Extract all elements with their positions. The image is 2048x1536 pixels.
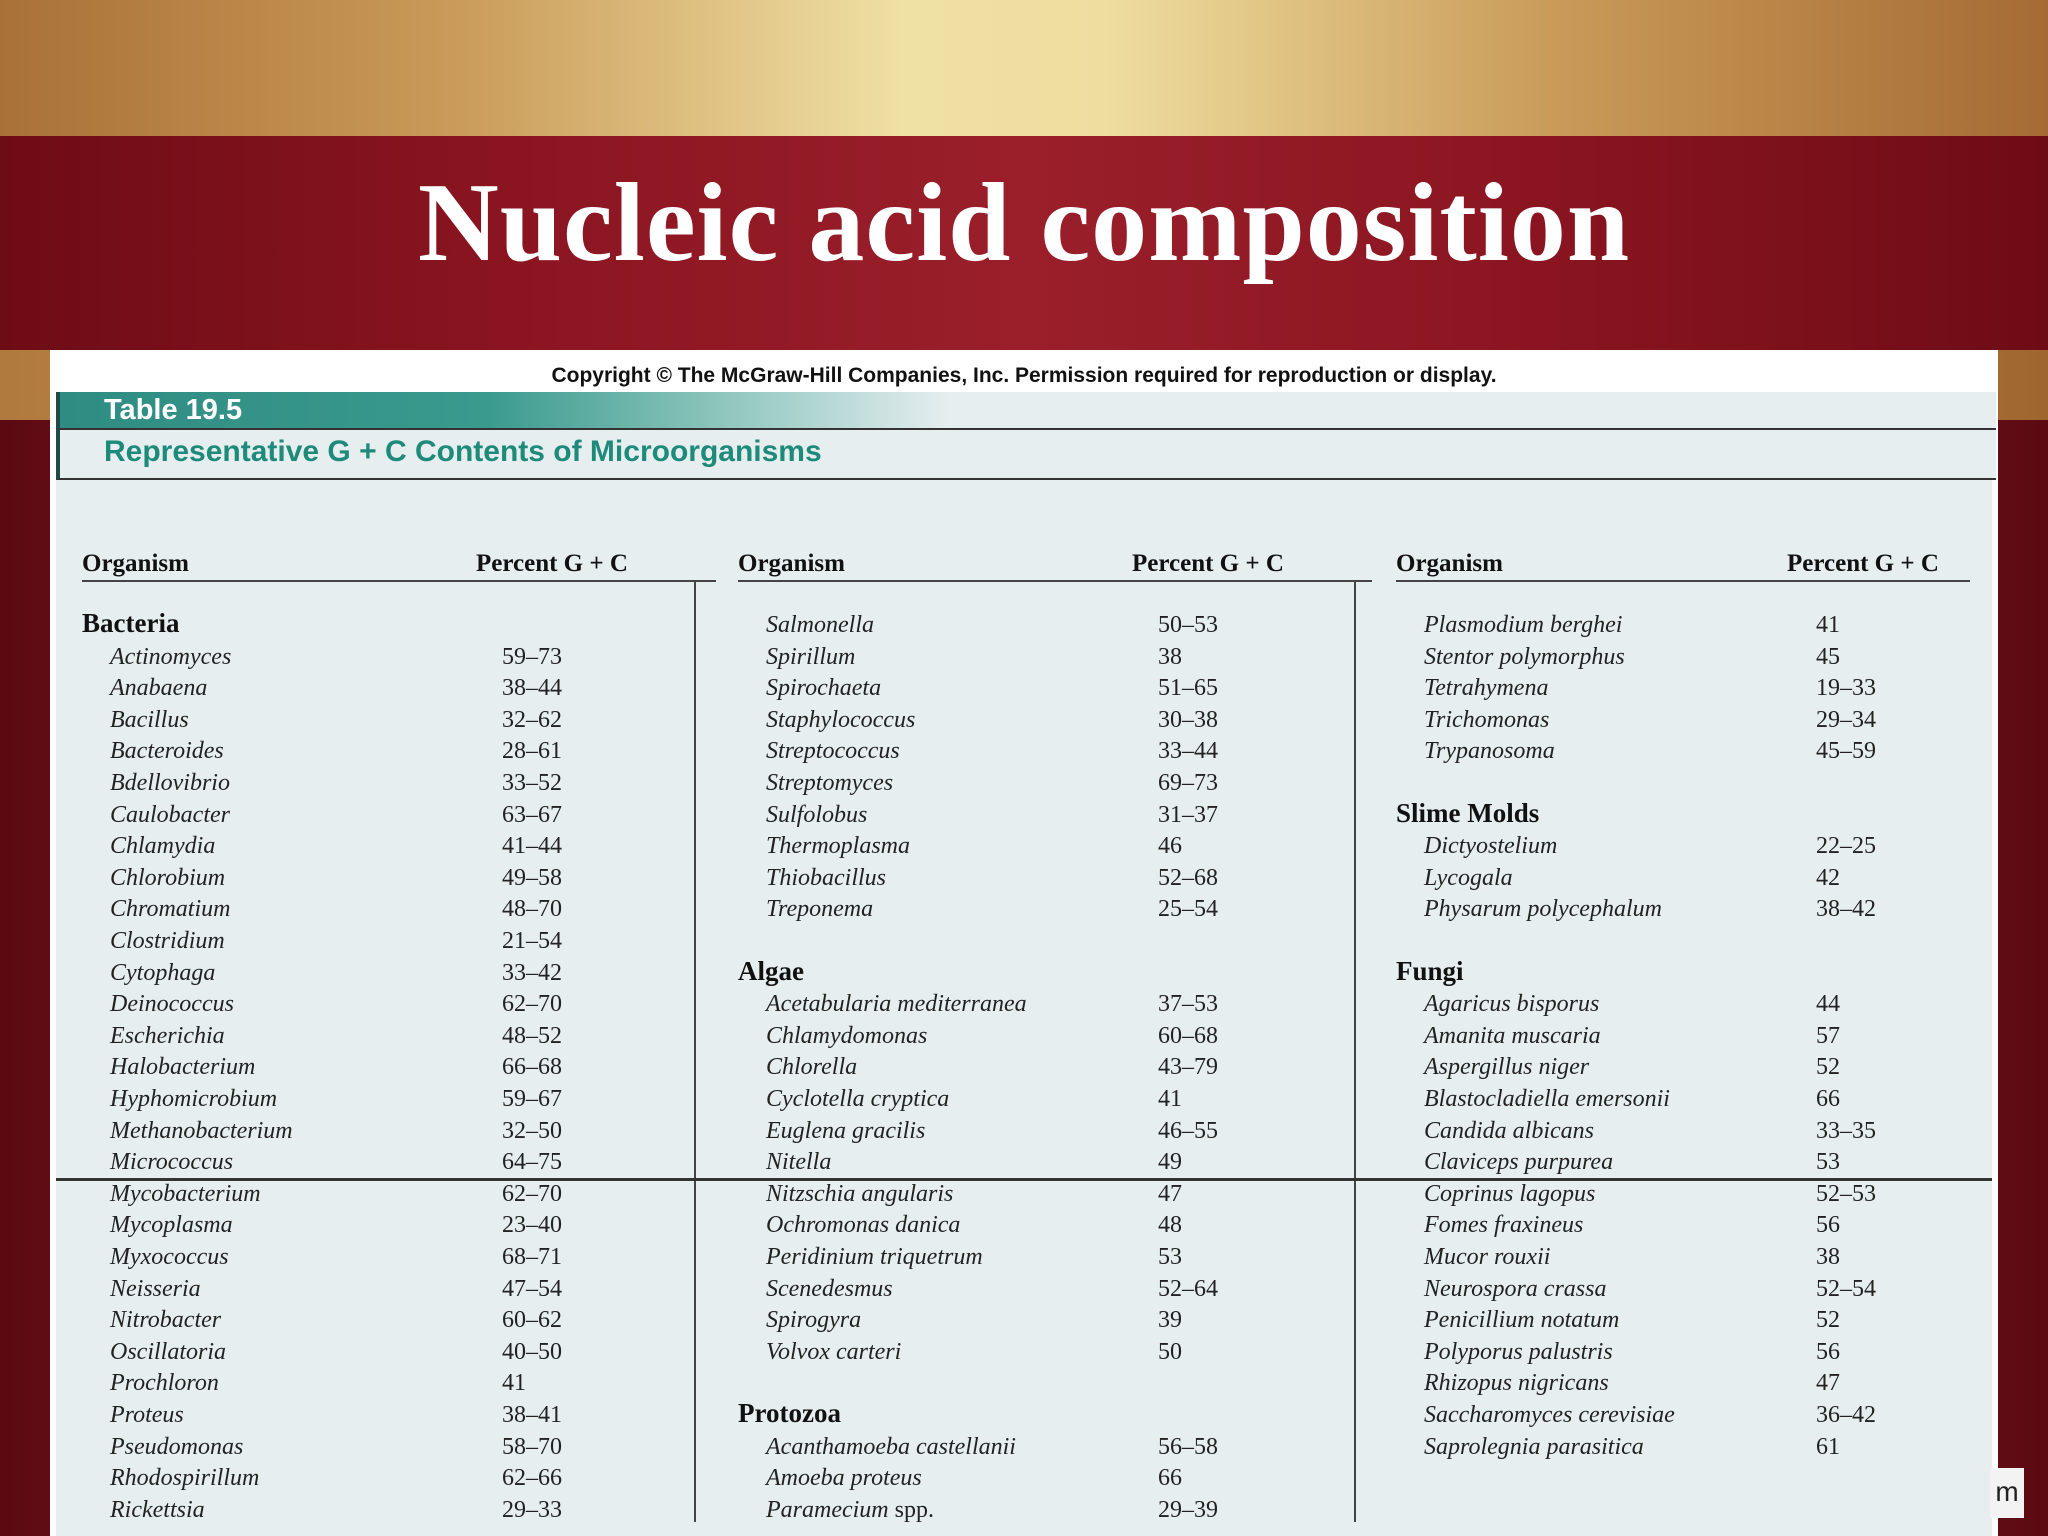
percent-gc-value: 64–75 [502, 1149, 562, 1176]
organism-name [1424, 1149, 1613, 1176]
col1-header-percent: Percent G + C [476, 550, 628, 577]
organism-label: Thermoplasma [766, 833, 911, 860]
organism-label: Nitrobacter [110, 1307, 222, 1334]
organism-name [110, 1307, 221, 1334]
organism-label: Saprolegnia parasitica [1424, 1433, 1644, 1460]
organism-name [1424, 1370, 1609, 1397]
organism-name [766, 707, 915, 734]
organism-label: Mycoplasma [110, 1212, 233, 1239]
percent-gc-value: 22–25 [1816, 833, 1876, 860]
organism-name [766, 1434, 1016, 1461]
organism-label: Spirogyra [766, 1307, 862, 1334]
percent-gc-value: 52–53 [1816, 1180, 1876, 1207]
organism-label: Escherichia [110, 1022, 225, 1049]
organism-name [766, 896, 873, 923]
percent-gc-value: 60–68 [1158, 1022, 1218, 1049]
percent-gc-value: 38 [1816, 1244, 1840, 1270]
organism-name [766, 644, 855, 671]
organism-name [1424, 991, 1599, 1018]
organism-name [110, 1497, 205, 1524]
organism-name [110, 802, 230, 829]
organism-label: Bdellovibrio [110, 770, 230, 796]
organism-label: Prochloron [110, 1370, 219, 1397]
organism-name [110, 833, 215, 860]
percent-gc-value: 69–73 [1158, 770, 1218, 796]
percent-gc-value: 44 [1816, 991, 1840, 1018]
organism-label: Streptomyces [766, 770, 894, 796]
organism-label: Chlorobium [110, 864, 226, 891]
percent-gc-value: 25–54 [1158, 896, 1218, 923]
percent-gc-value: 29–33 [502, 1496, 562, 1523]
organism-name [110, 1276, 201, 1303]
percent-gc-value: 39 [1158, 1307, 1182, 1334]
group-heading: Protozoa [738, 1398, 841, 1428]
organism-label: Blastocladiella emersonii [1424, 1086, 1670, 1112]
percent-gc-value: 50–53 [1158, 612, 1218, 638]
organism-label: Aspergillus niger [1424, 1054, 1590, 1081]
organism-label: Actinomyces [110, 643, 232, 670]
percent-gc-value: 48–70 [502, 896, 562, 923]
organism-name [1424, 1212, 1583, 1239]
organism-label: Mycobacterium [110, 1180, 261, 1207]
organism-label: Mucor rouxii [1424, 1244, 1551, 1270]
organism-name [1424, 1181, 1595, 1208]
percent-gc-value: 62–70 [502, 1180, 562, 1207]
organism-name [110, 1434, 243, 1461]
table-label: Table 19.5 [104, 394, 243, 426]
organism-label: Caulobacter [110, 801, 230, 828]
percent-gc-value: 38–44 [502, 675, 562, 702]
percent-gc-value: 52 [1816, 1307, 1840, 1334]
organism-label: Volvox carteri [766, 1338, 902, 1365]
percent-gc-value: 48 [1158, 1212, 1182, 1239]
organism-label: Oscillatoria [110, 1338, 227, 1365]
organism-label: Neurospora crassa [1424, 1275, 1607, 1302]
percent-gc-value: 47 [1158, 1180, 1182, 1207]
organism-name [1424, 675, 1548, 702]
organism-label: Nitella [766, 1149, 832, 1176]
organism-name [1424, 1434, 1644, 1461]
percent-gc-value: 45–59 [1816, 738, 1876, 765]
organism-label: Tetrahymena [1424, 675, 1549, 702]
organism-label: Dictyostelium [1424, 833, 1558, 860]
table-label-bar [56, 392, 1996, 428]
percent-gc-value: 33–42 [502, 959, 562, 986]
column-divider-2 [1354, 582, 1356, 1522]
table-box [56, 392, 1992, 1536]
organism-label: Physarum polycephalum [1424, 896, 1662, 923]
percent-gc-value: 33–35 [1816, 1117, 1876, 1144]
organism-label: Penicillium notatum [1424, 1307, 1620, 1334]
organism-name [110, 1181, 261, 1208]
percent-gc-value: 32–62 [502, 706, 562, 733]
percent-gc-value: 38–41 [502, 1402, 562, 1428]
percent-gc-value: 29–39 [1158, 1496, 1218, 1523]
top-gold-band [0, 0, 2048, 136]
percent-gc-value: 57 [1816, 1022, 1840, 1049]
col3-header-rule [1396, 580, 1970, 582]
percent-gc-value: 46–55 [1158, 1117, 1218, 1144]
organism-name [766, 865, 886, 892]
col1-header-organism: Organism [82, 550, 189, 577]
table-bottom-rule [56, 1178, 1992, 1181]
percent-gc-value: 38 [1158, 643, 1182, 670]
percent-gc-value: 56 [1816, 1212, 1840, 1239]
organism-name [766, 1497, 934, 1524]
organism-name [766, 1054, 857, 1081]
group-heading: Algae [738, 955, 804, 986]
organism-name [110, 991, 234, 1018]
organism-label: Anabaena [110, 675, 208, 702]
organism-label: Cyclotella cryptica [766, 1086, 950, 1112]
percent-gc-value: 63–67 [502, 801, 562, 828]
percent-gc-value: 61 [1816, 1433, 1840, 1460]
organism-label: Chlamydia [110, 833, 216, 860]
percent-gc-value: 62–70 [502, 991, 562, 1018]
organism-label: Thiobacillus [766, 864, 887, 891]
organism-name [766, 738, 900, 765]
percent-gc-value: 28–61 [502, 738, 562, 765]
col2-header-organism: Organism [738, 550, 845, 577]
organism-label: Sulfolobus [766, 801, 868, 828]
organism-name [766, 991, 1027, 1018]
percent-gc-value: 59–73 [502, 643, 562, 670]
percent-gc-value: 49 [1158, 1149, 1182, 1176]
col3-header-percent: Percent G + C [1787, 550, 1939, 577]
percent-gc-value: 66 [1158, 1465, 1182, 1492]
organism-name [766, 1149, 831, 1176]
organism-label: Agaricus bisporus [1424, 991, 1600, 1018]
organism-label: Clostridium [110, 928, 225, 954]
organism-label: Polyporus palustris [1424, 1338, 1613, 1365]
organism-label: Bacillus [110, 706, 189, 733]
percent-gc-value: 68–71 [502, 1244, 562, 1270]
organism-label: Lycogala [1424, 864, 1513, 891]
organism-label: Nitzschia angularis [766, 1180, 954, 1207]
percent-gc-value: 31–37 [1158, 801, 1218, 828]
organism-label: Methanobacterium [110, 1117, 293, 1144]
organism-name [110, 1054, 255, 1081]
organism-label: Amoeba proteus [766, 1465, 922, 1492]
organism-name [110, 644, 231, 671]
organism-label: Acetabularia mediterranea [766, 991, 1027, 1018]
percent-gc-value: 46 [1158, 833, 1182, 860]
organism-name [110, 865, 225, 892]
percent-gc-value: 33–52 [502, 770, 562, 796]
organism-name [110, 707, 189, 734]
organism-label: Fomes fraxineus [1424, 1212, 1584, 1239]
percent-gc-value: 30–38 [1158, 706, 1218, 733]
organism-label: Trichomonas [1424, 706, 1550, 733]
organism-label: Amanita muscaria [1424, 1022, 1601, 1049]
percent-gc-value: 29–34 [1816, 706, 1876, 733]
percent-gc-value: 45 [1816, 643, 1840, 670]
organism-label: Scenedesmus [766, 1275, 893, 1302]
organism-name [766, 1339, 901, 1366]
organism-name [110, 960, 215, 987]
organism-name [110, 1086, 277, 1113]
organism-label: Proteus [110, 1402, 184, 1428]
percent-gc-value: 41 [1816, 612, 1840, 638]
organism-label: Claviceps purpurea [1424, 1149, 1614, 1176]
col1-header-rule [82, 580, 716, 582]
edge-tab: m [1990, 1468, 2024, 1518]
organism-label: Acanthamoeba castellanii [766, 1433, 1016, 1460]
organism-name [1424, 1339, 1613, 1366]
percent-gc-value: 40–50 [502, 1338, 562, 1365]
percent-gc-value: 56–58 [1158, 1433, 1218, 1460]
copyright-notice: Copyright © The McGraw-Hill Companies, Inc. Permission required for reproduction or display. [551, 364, 1497, 387]
percent-gc-value: 48–52 [502, 1022, 562, 1049]
organism-label: Peridinium triquetrum [766, 1244, 983, 1270]
organism-label: Rickettsia [110, 1496, 205, 1523]
organism-name [1424, 865, 1513, 892]
organism-name [766, 1118, 925, 1145]
organism-label: Rhizopus nigricans [1424, 1370, 1609, 1397]
organism-label: Cytophaga [110, 959, 216, 986]
organism-label: Spirochaeta [766, 675, 882, 702]
percent-gc-value: 36–42 [1816, 1402, 1876, 1428]
organism-label: Treponema [766, 896, 874, 923]
percent-gc-value: 43–79 [1158, 1054, 1218, 1081]
organism-name [110, 1149, 233, 1176]
percent-gc-value: 21–54 [502, 928, 562, 954]
organism-label: Pseudomonas [110, 1433, 244, 1460]
percent-gc-value: 47–54 [502, 1275, 562, 1302]
organism-label: Neisseria [110, 1275, 201, 1302]
organism-name [1424, 1118, 1594, 1145]
page-title: Nucleic acid composition [417, 161, 1631, 285]
organism-name [1424, 612, 1622, 639]
organism-label: Trypanosoma [1424, 738, 1555, 765]
organism-name [766, 1244, 983, 1271]
organism-label: Paramecium [766, 1496, 889, 1523]
organism-name [1424, 1307, 1619, 1334]
organism-name [110, 1023, 225, 1050]
group-heading: Fungi [1396, 955, 1464, 986]
organism-label: Halobacterium [110, 1054, 256, 1081]
organism-name [110, 1402, 184, 1429]
percent-gc-value: 66 [1816, 1086, 1840, 1112]
organism-name [1424, 738, 1555, 765]
percent-gc-value: 32–50 [502, 1117, 562, 1144]
organism-name [1424, 707, 1549, 734]
organism-name [110, 896, 230, 923]
table-subtitle-bar [56, 428, 1996, 480]
organism-name [766, 833, 910, 860]
organism-name [1424, 896, 1662, 923]
organism-label: Micrococcus [110, 1149, 234, 1176]
col2-header-percent: Percent G + C [1132, 550, 1284, 577]
group-heading: Slime Molds [1396, 797, 1540, 828]
organism-label: Rhodospirillum [110, 1465, 260, 1492]
percent-gc-value: 53 [1158, 1244, 1182, 1270]
percent-gc-value: 47 [1816, 1370, 1840, 1397]
percent-gc-value: 42 [1816, 864, 1840, 891]
organism-label: Deinococcus [110, 991, 234, 1018]
percent-gc-value: 33–44 [1158, 738, 1218, 765]
percent-gc-value: 49–58 [502, 864, 562, 891]
organism-label: Chromatium [110, 896, 231, 923]
organism-name [766, 1307, 861, 1334]
organism-name [1424, 1023, 1601, 1050]
percent-gc-value: 59–67 [502, 1086, 562, 1112]
percent-gc-value: 51–65 [1158, 675, 1218, 702]
organism-label: Plasmodium berghei [1424, 612, 1623, 638]
organism-name [766, 802, 867, 829]
organism-name [110, 1465, 259, 1492]
organism-name [110, 1339, 226, 1366]
organism-name [766, 1023, 927, 1050]
organism-label: Salmonella [766, 612, 874, 638]
organism-label: Ochromonas danica [766, 1212, 961, 1239]
organism-name [110, 738, 224, 765]
organism-label: Streptococcus [766, 738, 900, 765]
percent-gc-value: 50 [1158, 1338, 1182, 1365]
percent-gc-value: 62–66 [502, 1465, 562, 1492]
column-divider-1 [694, 582, 696, 1522]
percent-gc-value: 52–54 [1816, 1275, 1876, 1302]
table-subtitle: Representative G + C Contents of Microorganisms [104, 435, 822, 468]
organism-name [766, 1465, 922, 1492]
organism-label: Chlamydomonas [766, 1022, 928, 1049]
organism-name [110, 1212, 233, 1239]
organism-name [1424, 1054, 1589, 1081]
percent-gc-value: 41 [1158, 1086, 1182, 1112]
organism-name [110, 928, 225, 955]
organism-name [110, 1244, 229, 1271]
percent-gc-value: 52 [1816, 1054, 1840, 1081]
percent-gc-value: 41–44 [502, 833, 562, 860]
organism-name [110, 1370, 219, 1397]
organism-name [1424, 1244, 1550, 1271]
organism-label: Chlorella [766, 1054, 858, 1081]
percent-gc-value: 56 [1816, 1338, 1840, 1365]
percent-gc-value: 66–68 [502, 1054, 562, 1081]
organism-name [1424, 833, 1557, 860]
group-heading: Bacteria [82, 608, 180, 638]
organism-label: Spirillum [766, 643, 856, 670]
organism-name [110, 1118, 293, 1145]
organism-name [1424, 1276, 1606, 1303]
percent-gc-value: 41 [502, 1370, 526, 1397]
percent-gc-value: 53 [1816, 1149, 1840, 1176]
organism-name [766, 675, 881, 702]
organism-name [1424, 644, 1625, 671]
percent-gc-value: 19–33 [1816, 675, 1876, 702]
percent-gc-value: 37–53 [1158, 991, 1218, 1018]
organism-label: Bacteroides [110, 738, 224, 765]
percent-gc-value: 23–40 [502, 1212, 562, 1239]
organism-name [766, 1086, 949, 1113]
percent-gc-value: 60–62 [502, 1307, 562, 1334]
percent-gc-value: 52–68 [1158, 864, 1218, 891]
organism-label: Candida albicans [1424, 1117, 1595, 1144]
organism-label: Stentor polymorphus [1424, 643, 1625, 670]
organism-name [1424, 1086, 1670, 1113]
percent-gc-value: 52–64 [1158, 1275, 1218, 1302]
percent-gc-value: 58–70 [502, 1433, 562, 1460]
organism-name [1424, 1402, 1675, 1429]
organism-name [766, 1181, 953, 1208]
organism-name [110, 675, 207, 702]
organism-name [766, 612, 874, 639]
table-sheet [50, 350, 1998, 1536]
percent-gc-value: 38–42 [1816, 896, 1876, 923]
organism-suffix: spp. [888, 1496, 934, 1523]
organism-name [766, 1276, 893, 1303]
organism-name [766, 770, 893, 797]
organism-label: Coprinus lagopus [1424, 1180, 1596, 1207]
col3-header-organism: Organism [1396, 550, 1503, 577]
organism-label: Myxococcus [110, 1244, 229, 1270]
organism-label: Staphylococcus [766, 706, 916, 733]
organism-label: Hyphomicrobium [110, 1086, 278, 1112]
organism-label: Euglena gracilis [766, 1117, 926, 1144]
organism-name [110, 770, 230, 797]
col2-header-rule [738, 580, 1372, 582]
organism-name [766, 1212, 960, 1239]
organism-label: Saccharomyces cerevisiae [1424, 1402, 1675, 1428]
